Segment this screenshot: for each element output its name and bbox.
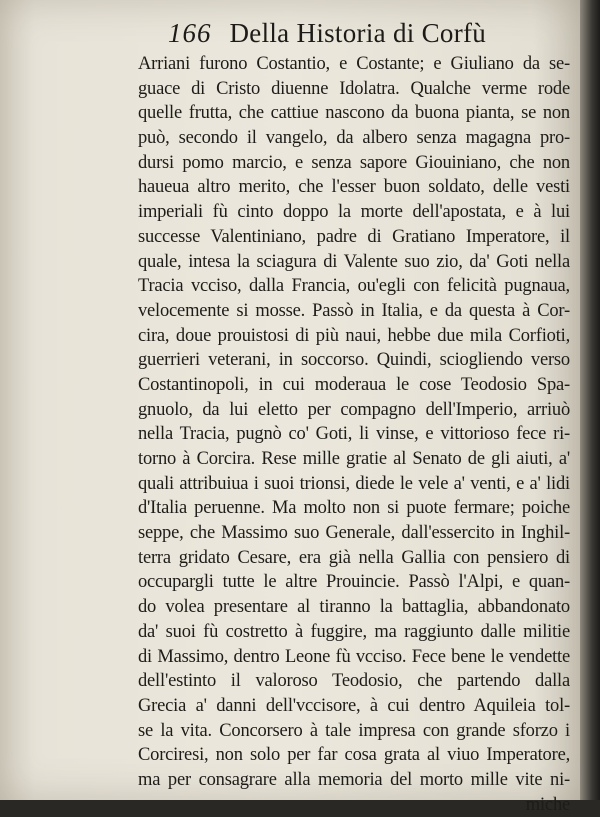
text-line: occupargli tutte le altre Prouincie. Passò l'Alpi, e quan- — [138, 572, 570, 593]
text-line: haueua altro merito, che l'esser buon soldato, delle vesti — [138, 177, 570, 198]
text-line: Arriani furono Costantio, e Costante; e Giuliano da se- — [138, 54, 570, 74]
text-line: seppe, che Massimo suo Generale, dall'essercito in Inghil- — [138, 523, 570, 544]
running-title: Della Historia di Corfù — [229, 18, 487, 48]
text-line: quale, intesa la sciagura di Valente suo zio, da' Goti nella — [138, 251, 570, 272]
text-line: quali attribuiua i suoi trionsi, diede le vele a' venti, e a' lidi — [138, 473, 570, 494]
text-line: quelle frutta, che cattiue nascono da buona pianta, se non — [138, 103, 570, 124]
text-line: dell'estinto il valoroso Teodosio, che partendo dalla — [138, 671, 570, 692]
text-line: torno à Corcira. Rese mille gratie al Senato de gli aiuti, a' — [138, 449, 570, 469]
text-line: imperiali fù cinto doppo la morte dell'apostata, e à lui — [138, 202, 570, 223]
text-line: guerrieri veterani, in soccorso. Quindi, sciogliendo verso — [138, 350, 570, 371]
page-header — [168, 18, 486, 52]
text-line: Tracia vcciso, dalla Francia, ou'egli con felicità pugnaua, — [138, 276, 570, 297]
text-line: do volea presentare al tiranno la battaglia, abbandonato — [138, 597, 570, 618]
text-line: Grecia a' danni dell'vccisore, à cui dentro Aquileia tol- — [138, 695, 570, 716]
text-line: gnuolo, da lui eletto per compagno dell'Imperio, arriuò — [138, 399, 570, 420]
body-text — [138, 52, 570, 817]
page-number: 166 — [168, 18, 212, 48]
text-line: guace di Cristo diuenne Idolatra. Qualche verme rode — [138, 78, 570, 99]
text-line: terra gridato Cesare, era già nella Gallia con pensiero di — [138, 547, 570, 568]
page-edge-shadow — [580, 0, 600, 800]
text-line: può, secondo il vangelo, da albero senza magagna pro- — [138, 128, 570, 149]
text-line: d'Italia peruenne. Ma molto non si puote fermare; poiche — [138, 498, 570, 519]
text-line: successe Valentiniano, padre di Gratiano Imperatore, il — [138, 226, 570, 247]
text-line: di Massimo, dentro Leone fù vcciso. Fece bene le vendette — [138, 646, 570, 667]
catchword: miche — [525, 794, 570, 815]
text-line: dursi pomo marcio, e senza sapore Giouiniano, che non — [138, 152, 570, 173]
text-line: se la vita. Concorsero à tale impresa con grande sforzo i — [138, 720, 570, 741]
text-line: da' suoi fù costretto à fuggire, ma raggiunto dalle militie — [138, 621, 570, 642]
text-line: velocemente si mosse. Passò in Italia, e da questa à Cor- — [138, 300, 570, 321]
text-line: ma per consagrare alla memoria del morto mille vite ni- — [138, 769, 570, 790]
text-line: nella Tracia, pugnò co' Goti, li vinse, e vittorioso fece ri- — [138, 424, 570, 445]
text-line: Corciresi, non solo per far cosa grata al viuo Imperatore, — [138, 745, 570, 766]
text-line: cira, doue prouistosi di più naui, hebbe due mila Corfioti, — [138, 325, 570, 346]
text-line: Costantinopoli, in cui moderaua le cose Teodosio Spa- — [138, 374, 570, 395]
